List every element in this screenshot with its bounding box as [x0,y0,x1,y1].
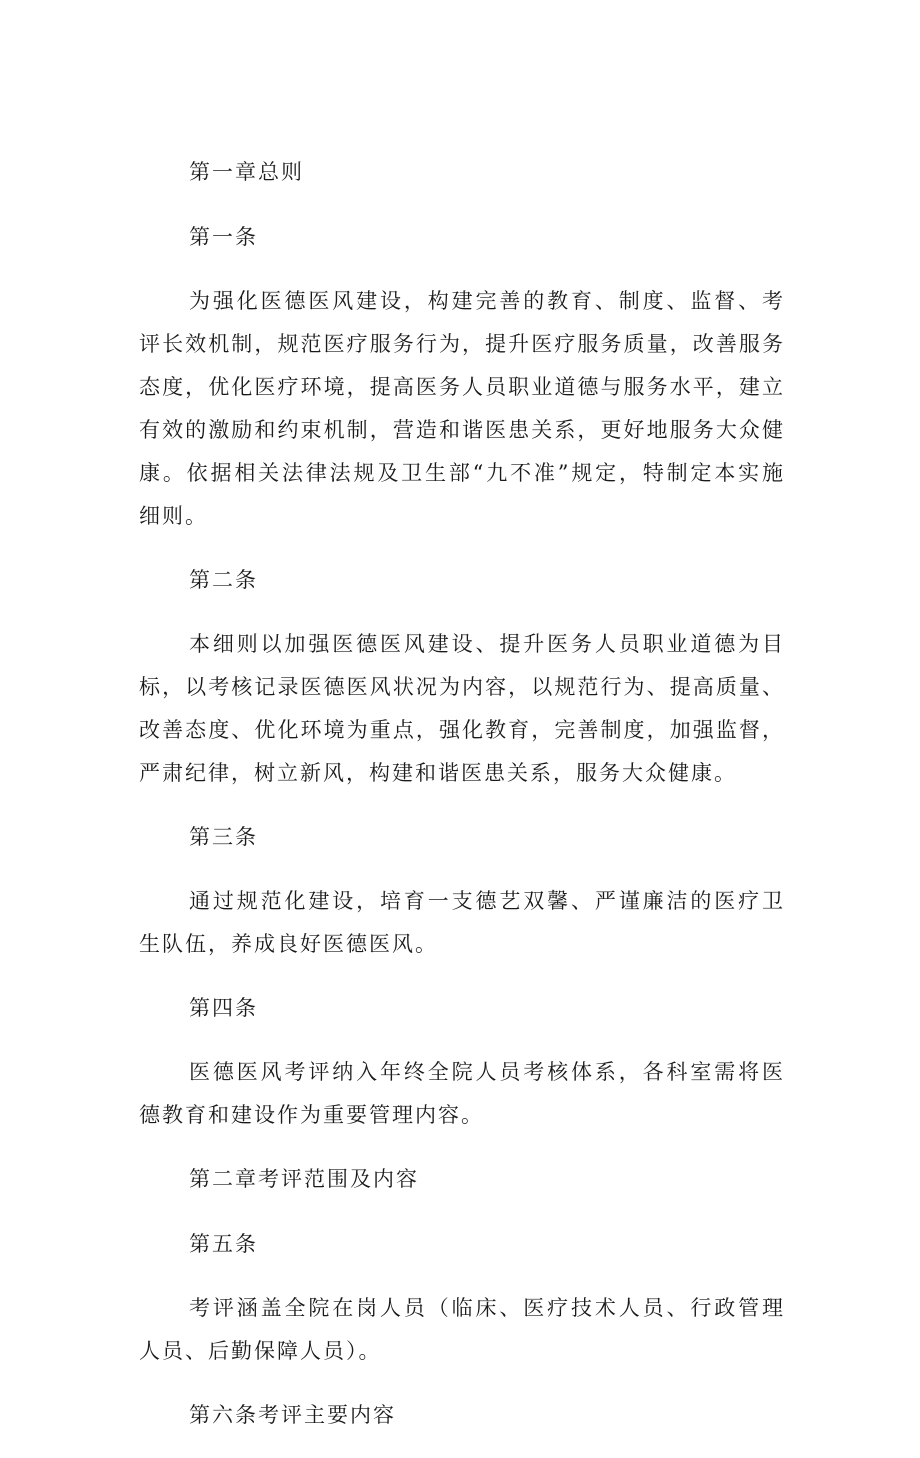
article-heading: 第二条 [189,568,258,592]
article-heading: 第一条 [189,225,258,249]
document-body [139,150,785,1458]
article-heading: 第三条 [189,825,258,849]
article-paragraph: 通过规范化建设，培育一支德艺双馨、严谨廉洁的医疗卫生队伍，养成良好医德医风。 [139,889,785,956]
article-paragraph: 考评涵盖全院在岗人员（临床、医疗技术人员、行政管理人员、后勤保障人员）。 [139,1296,785,1363]
article-paragraph: 为强化医德医风建设，构建完善的教育、制度、监督、考评长效机制，规范医疗服务行为，提升医疗服务质量，改善服务态度，优化医疗环境，提高医务人员职业道德与服务水平，建立有效的激励和约束机制，营造和谐医患关系，更好地服务大众健康。依据相关法律法规及卫生部“九不准”规定，特制定本实施细则。 [139,289,785,528]
chapter-heading: 第一章总则 [189,160,304,184]
article-heading: 第六条考评主要内容 [189,1403,396,1427]
article-paragraph: 医德医风考评纳入年终全院人员考核体系，各科室需将医德教育和建设作为重要管理内容。 [139,1060,785,1127]
article-heading: 第四条 [189,996,258,1020]
article-heading: 第五条 [189,1232,258,1256]
article-paragraph: 本细则以加强医德医风建设、提升医务人员职业道德为目标，以考核记录医德医风状况为内容，以规范行为、提高质量、改善态度、优化环境为重点，强化教育，完善制度，加强监督，严肃纪律，树立新风，构建和谐医患关系，服务大众健康。 [139,632,785,785]
chapter-heading: 第二章考评范围及内容 [189,1167,419,1191]
